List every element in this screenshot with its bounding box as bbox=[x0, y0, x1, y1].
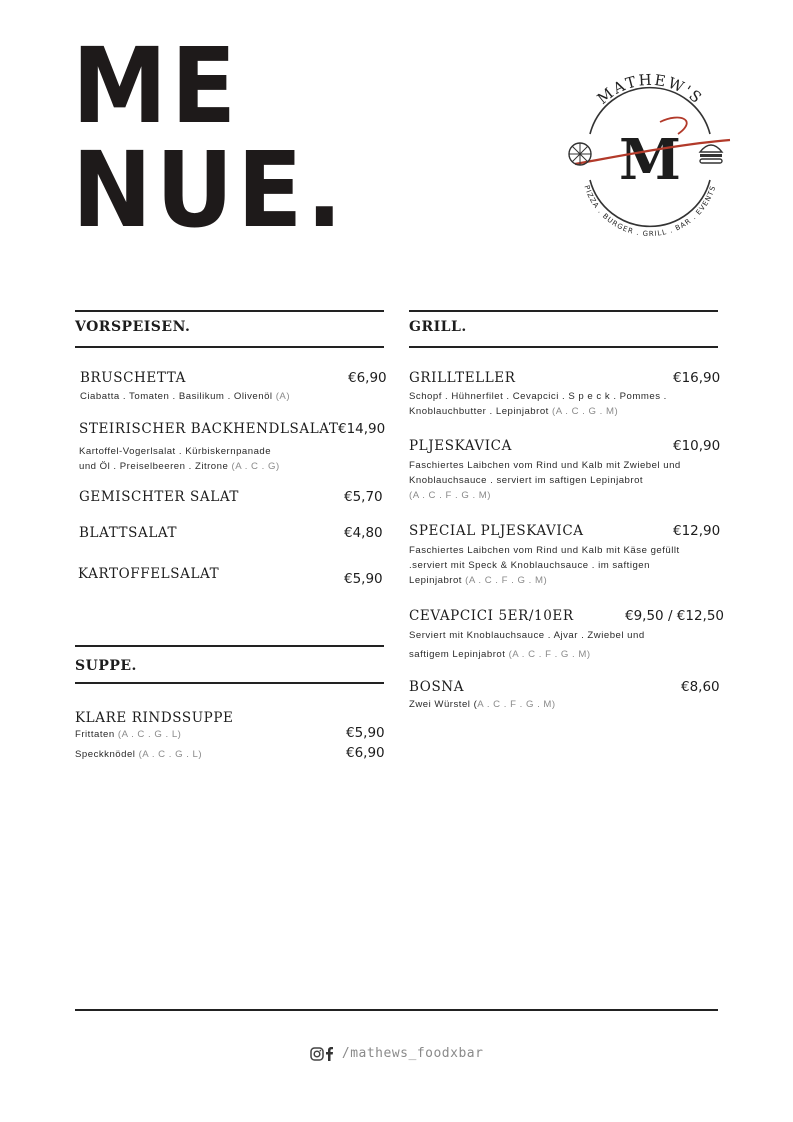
item-name: BRUSCHETTA bbox=[80, 370, 186, 386]
section-title-vorspeisen: VORSPEISEN. bbox=[75, 319, 191, 335]
item-description: Schopf . Hühnerfilet . Cevapcici . S p e c k . Pommes . Knoblauchbutter . Lepinjabrot (A . C . G . M) bbox=[409, 391, 667, 417]
social-handle[interactable]: /mathews_foodxbar bbox=[341, 1046, 484, 1061]
burger-icon bbox=[700, 145, 722, 163]
item-name: CEVAPCICI 5ER/10ER bbox=[409, 608, 574, 624]
facebook-icon[interactable] bbox=[324, 1046, 334, 1061]
item-name: GEMISCHTER SALAT bbox=[79, 489, 240, 505]
item-price: €5,90 bbox=[344, 571, 383, 587]
item-price: €4,80 bbox=[344, 525, 383, 541]
mathews-logo bbox=[560, 72, 740, 242]
item-name: KLARE RINDSSUPPE bbox=[75, 710, 234, 726]
menu-title-line1: ME bbox=[72, 25, 240, 147]
item-price: €5,70 bbox=[344, 489, 383, 505]
instagram-icon[interactable] bbox=[310, 1047, 324, 1061]
section-title-suppe: SUPPE. bbox=[75, 658, 137, 674]
divider bbox=[75, 645, 384, 647]
pizza-icon bbox=[569, 143, 591, 165]
item-description: Ciabatta . Tomaten . Basilikum . Olivenöl (A) bbox=[80, 391, 291, 402]
footer-divider bbox=[75, 1009, 718, 1011]
divider bbox=[409, 310, 718, 312]
item-description: Speckknödel (A . C . G . L) bbox=[75, 749, 203, 760]
item-price: €8,60 bbox=[681, 679, 720, 695]
item-price: €6,90 bbox=[346, 745, 385, 761]
section-title-grill: GRILL. bbox=[409, 319, 467, 335]
item-price: €9,50 / €12,50 bbox=[625, 608, 725, 624]
item-description: Serviert mit Knoblauchsauce . Ajvar . Zwiebel und saftigem Lepinjabrot (A . C . F . G . M) bbox=[409, 630, 645, 660]
item-name: SPECIAL PLJESKAVICA bbox=[409, 523, 584, 539]
item-description: Faschiertes Laibchen vom Rind und Kalb mit Zwiebel und Knoblauchsauce . serviert im saftigen Lepinjabrot (A . C . F . G . M) bbox=[409, 460, 681, 501]
logo-name: MATHEW'S bbox=[593, 72, 707, 109]
item-description: Faschiertes Laibchen vom Rind und Kalb mit Käse gefüllt .serviert mit Speck & Knoblauchsauce . im saftigen Lepinjabrot (A . C . F . G . M) bbox=[409, 545, 680, 586]
item-name: BOSNA bbox=[409, 679, 465, 695]
item-name: BLATTSALAT bbox=[79, 525, 178, 541]
menu-title-line2: NUE. bbox=[72, 129, 347, 251]
item-description: Kartoffel-Vogerlsalat . Kürbiskernpanade und Öl . Preiselbeeren . Zitrone (A . C . G) bbox=[79, 446, 280, 472]
divider bbox=[75, 310, 384, 312]
item-price: €6,90 bbox=[348, 370, 387, 386]
item-description: Zwei Würstel (A . C . F . G . M) bbox=[409, 699, 556, 710]
divider bbox=[75, 346, 384, 348]
logo-letter: M bbox=[619, 127, 681, 193]
item-name: STEIRISCHER BACKHENDLSALAT bbox=[79, 421, 339, 437]
divider bbox=[75, 682, 384, 684]
item-name: KARTOFFELSALAT bbox=[78, 566, 220, 582]
item-name: GRILLTELLER bbox=[409, 370, 516, 386]
item-price: €5,90 bbox=[346, 725, 385, 741]
logo-tagline: PIZZA . BURGER . GRILL . BAR . EVENTS bbox=[582, 184, 718, 239]
item-name: PLJESKAVICA bbox=[409, 438, 512, 454]
menu-title bbox=[72, 25, 347, 251]
item-price: €10,90 bbox=[673, 438, 721, 454]
item-price: €14,90 bbox=[338, 421, 386, 437]
item-description: Frittaten (A . C . G . L) bbox=[75, 729, 182, 740]
item-price: €16,90 bbox=[673, 370, 721, 386]
item-price: €12,90 bbox=[673, 523, 721, 539]
footer bbox=[0, 1046, 793, 1061]
divider bbox=[409, 346, 718, 348]
